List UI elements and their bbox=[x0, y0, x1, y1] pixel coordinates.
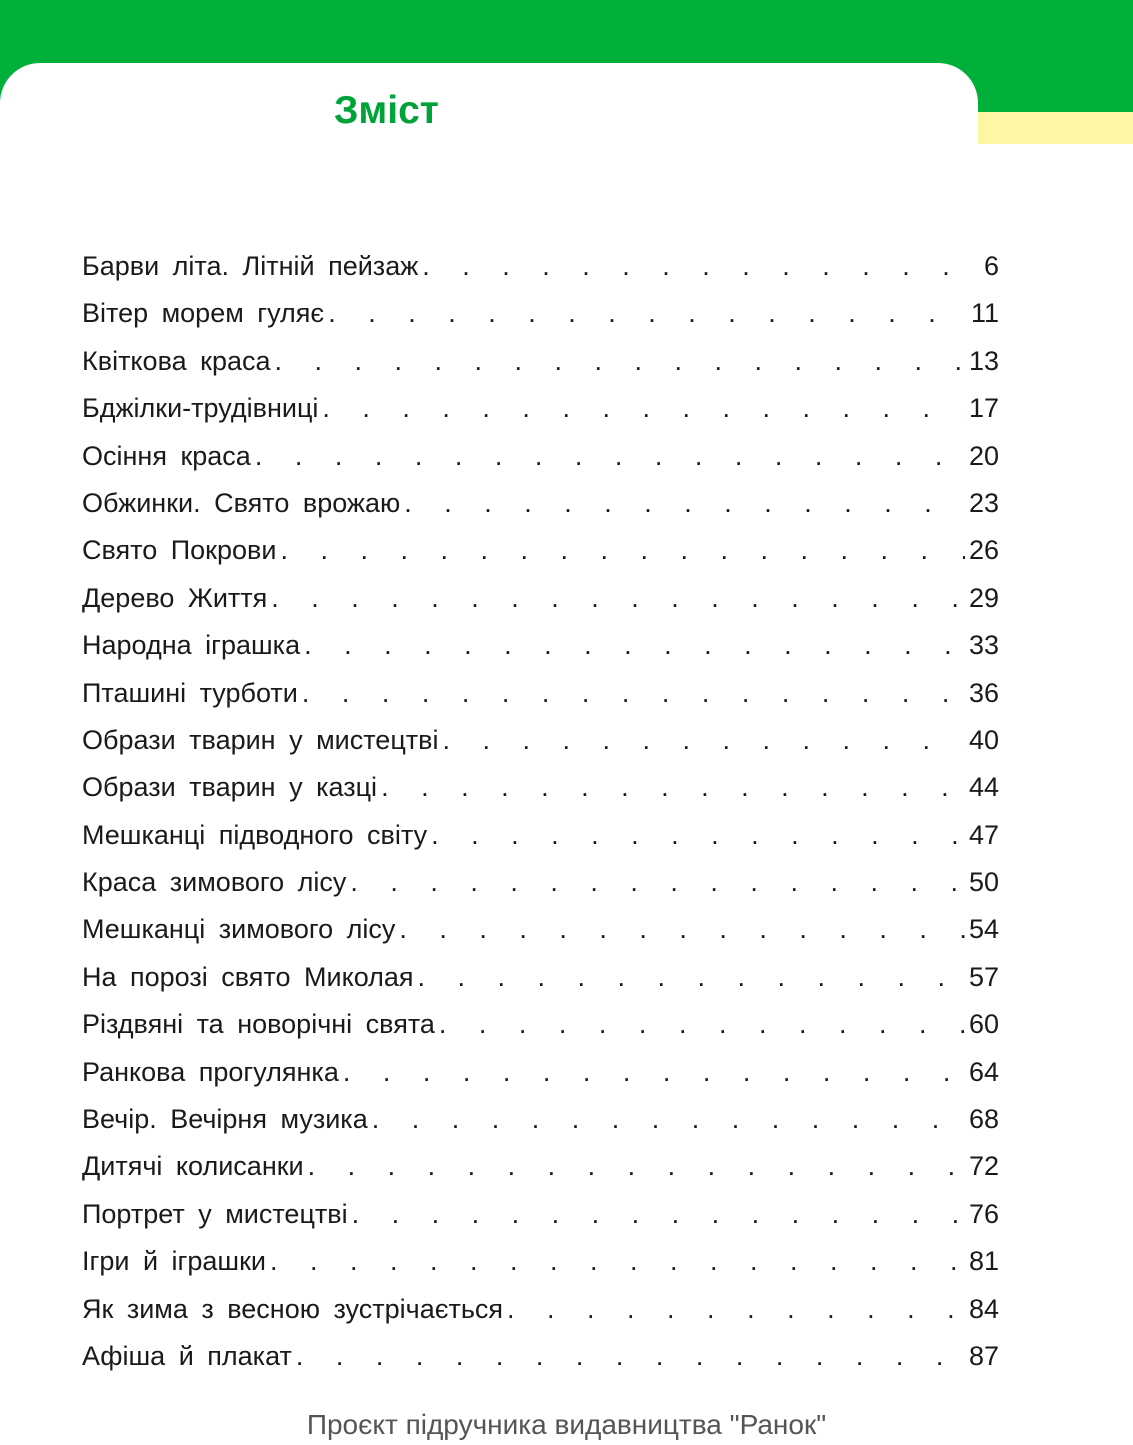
toc-item-page: 29 bbox=[968, 582, 999, 613]
toc-item[interactable] bbox=[82, 1199, 999, 1246]
toc-item-title: Образи тварин у казці bbox=[82, 772, 378, 803]
toc-item-title: Квіткова краса bbox=[82, 345, 271, 376]
toc-leader-dots bbox=[343, 1057, 965, 1088]
toc-item-title: Образи тварин у мистецтві bbox=[82, 724, 439, 755]
toc-item[interactable] bbox=[82, 725, 999, 772]
toc-item[interactable] bbox=[82, 251, 999, 298]
toc-item-title: Портрет у мистецтві bbox=[82, 1198, 348, 1229]
toc-item-title: Свято Покрови bbox=[82, 535, 277, 566]
toc-leader-dots bbox=[404, 488, 965, 519]
toc-item-title: Різдвяні та новорічні свята bbox=[82, 1009, 435, 1040]
toc-item-title: Афіша й плакат bbox=[82, 1340, 292, 1371]
toc-item[interactable] bbox=[82, 346, 999, 393]
toc-item-title: Народна іграшка bbox=[82, 630, 301, 661]
toc-item-title: Краса зимового лісу bbox=[82, 867, 347, 898]
toc-leader-dots bbox=[275, 346, 965, 377]
toc-item[interactable] bbox=[82, 535, 999, 582]
toc-leader-dots bbox=[296, 1341, 965, 1372]
toc-item-page: 23 bbox=[968, 487, 999, 518]
toc-leader-dots bbox=[399, 914, 965, 945]
toc-item[interactable] bbox=[82, 772, 999, 819]
toc-item-title: Обжинки. Свято врожаю bbox=[82, 487, 401, 518]
toc-item-title: Барви літа. Літній пейзаж bbox=[82, 251, 419, 281]
toc-item[interactable] bbox=[82, 962, 999, 1009]
toc-item-page: 6 bbox=[983, 251, 999, 281]
toc-item-title: Осіння краса bbox=[82, 440, 251, 471]
toc-item-page: 84 bbox=[968, 1293, 999, 1324]
toc-item[interactable] bbox=[82, 1151, 999, 1198]
toc-item-page: 13 bbox=[968, 345, 999, 376]
toc-item-page: 11 bbox=[970, 298, 999, 329]
toc-item-page: 64 bbox=[968, 1056, 999, 1087]
toc-leader-dots bbox=[381, 772, 965, 803]
toc-item-title: Мешканці зимового лісу bbox=[82, 914, 396, 945]
toc-leader-dots bbox=[322, 393, 965, 424]
toc-item[interactable] bbox=[82, 867, 999, 914]
toc-item-page: 40 bbox=[968, 724, 999, 755]
toc-item-title: Вітер морем гуляє bbox=[82, 298, 325, 329]
toc-item[interactable] bbox=[82, 678, 999, 725]
toc-item-title: Пташині турботи bbox=[82, 677, 298, 708]
toc-leader-dots bbox=[443, 725, 965, 756]
toc-item-title: Бджілки-трудівниці bbox=[82, 393, 319, 424]
toc-item[interactable] bbox=[82, 820, 999, 867]
toc-item[interactable] bbox=[82, 1341, 999, 1388]
toc-leader-dots bbox=[439, 1009, 965, 1040]
toc-item-page: 60 bbox=[968, 1009, 999, 1040]
corner-tab bbox=[978, 112, 1133, 144]
toc-item[interactable] bbox=[82, 441, 999, 488]
toc-leader-dots bbox=[308, 1151, 965, 1182]
toc-item-page: 47 bbox=[968, 819, 999, 850]
toc-item[interactable] bbox=[82, 1104, 999, 1151]
toc-item-page: 17 bbox=[968, 393, 999, 424]
toc-item-title: Ранкова прогулянка bbox=[82, 1056, 339, 1087]
toc-item-title: Вечір. Вечірня музика bbox=[82, 1104, 368, 1135]
toc-item[interactable] bbox=[82, 583, 999, 630]
toc-item-page: 50 bbox=[968, 867, 999, 898]
toc-leader-dots bbox=[328, 298, 967, 329]
toc-leader-dots bbox=[304, 630, 965, 661]
toc-item-title: На порозі свято Миколая bbox=[82, 961, 414, 992]
toc-item[interactable] bbox=[82, 488, 999, 535]
toc-leader-dots bbox=[280, 535, 965, 566]
toc-item[interactable] bbox=[82, 1246, 999, 1293]
toc-item-page: 87 bbox=[968, 1340, 999, 1371]
toc-item[interactable] bbox=[82, 298, 999, 345]
footer-note: Проєкт підручника видавництва "Ранок" bbox=[306, 1409, 827, 1440]
toc-item[interactable] bbox=[82, 1057, 999, 1104]
toc-leader-dots bbox=[372, 1104, 965, 1135]
toc-item-page: 36 bbox=[968, 677, 999, 708]
toc-item-page: 33 bbox=[968, 630, 999, 661]
toc-leader-dots bbox=[271, 583, 965, 614]
toc-item-title: Дерево Життя bbox=[82, 582, 268, 613]
toc-item-page: 57 bbox=[968, 961, 999, 992]
toc-item-title: Дитячі колисанки bbox=[82, 1151, 304, 1182]
toc-item[interactable] bbox=[82, 630, 999, 677]
toc-item-title: Мешканці підводного світу bbox=[82, 819, 428, 850]
toc-item-title: Як зима з весною зустрічається bbox=[82, 1293, 504, 1324]
toc-item-page: 44 bbox=[968, 772, 999, 803]
toc-item-title: Ігри й іграшки bbox=[82, 1246, 266, 1277]
toc-item[interactable] bbox=[82, 1294, 999, 1341]
toc-item[interactable] bbox=[82, 393, 999, 440]
toc-item-page: 54 bbox=[968, 914, 999, 945]
toc-item-page: 81 bbox=[968, 1246, 999, 1277]
toc-leader-dots bbox=[270, 1246, 965, 1277]
toc-item-page: 76 bbox=[968, 1198, 999, 1229]
toc-leader-dots bbox=[255, 441, 965, 472]
toc-leader-dots bbox=[350, 867, 965, 898]
toc-item-page: 20 bbox=[968, 440, 999, 471]
toc-item[interactable] bbox=[82, 1009, 999, 1056]
toc-item-page: 26 bbox=[968, 535, 999, 566]
toc-leader-dots bbox=[418, 962, 965, 993]
toc-item-page: 72 bbox=[968, 1151, 999, 1182]
toc-leader-dots bbox=[507, 1294, 965, 1325]
toc-item[interactable] bbox=[82, 914, 999, 961]
toc-item-page: 68 bbox=[968, 1104, 999, 1135]
table-of-contents bbox=[82, 251, 999, 1388]
toc-leader-dots bbox=[422, 251, 980, 282]
toc-leader-dots bbox=[352, 1199, 965, 1230]
toc-leader-dots bbox=[302, 678, 965, 709]
toc-leader-dots bbox=[431, 820, 965, 851]
page-title: Зміст bbox=[334, 89, 439, 132]
